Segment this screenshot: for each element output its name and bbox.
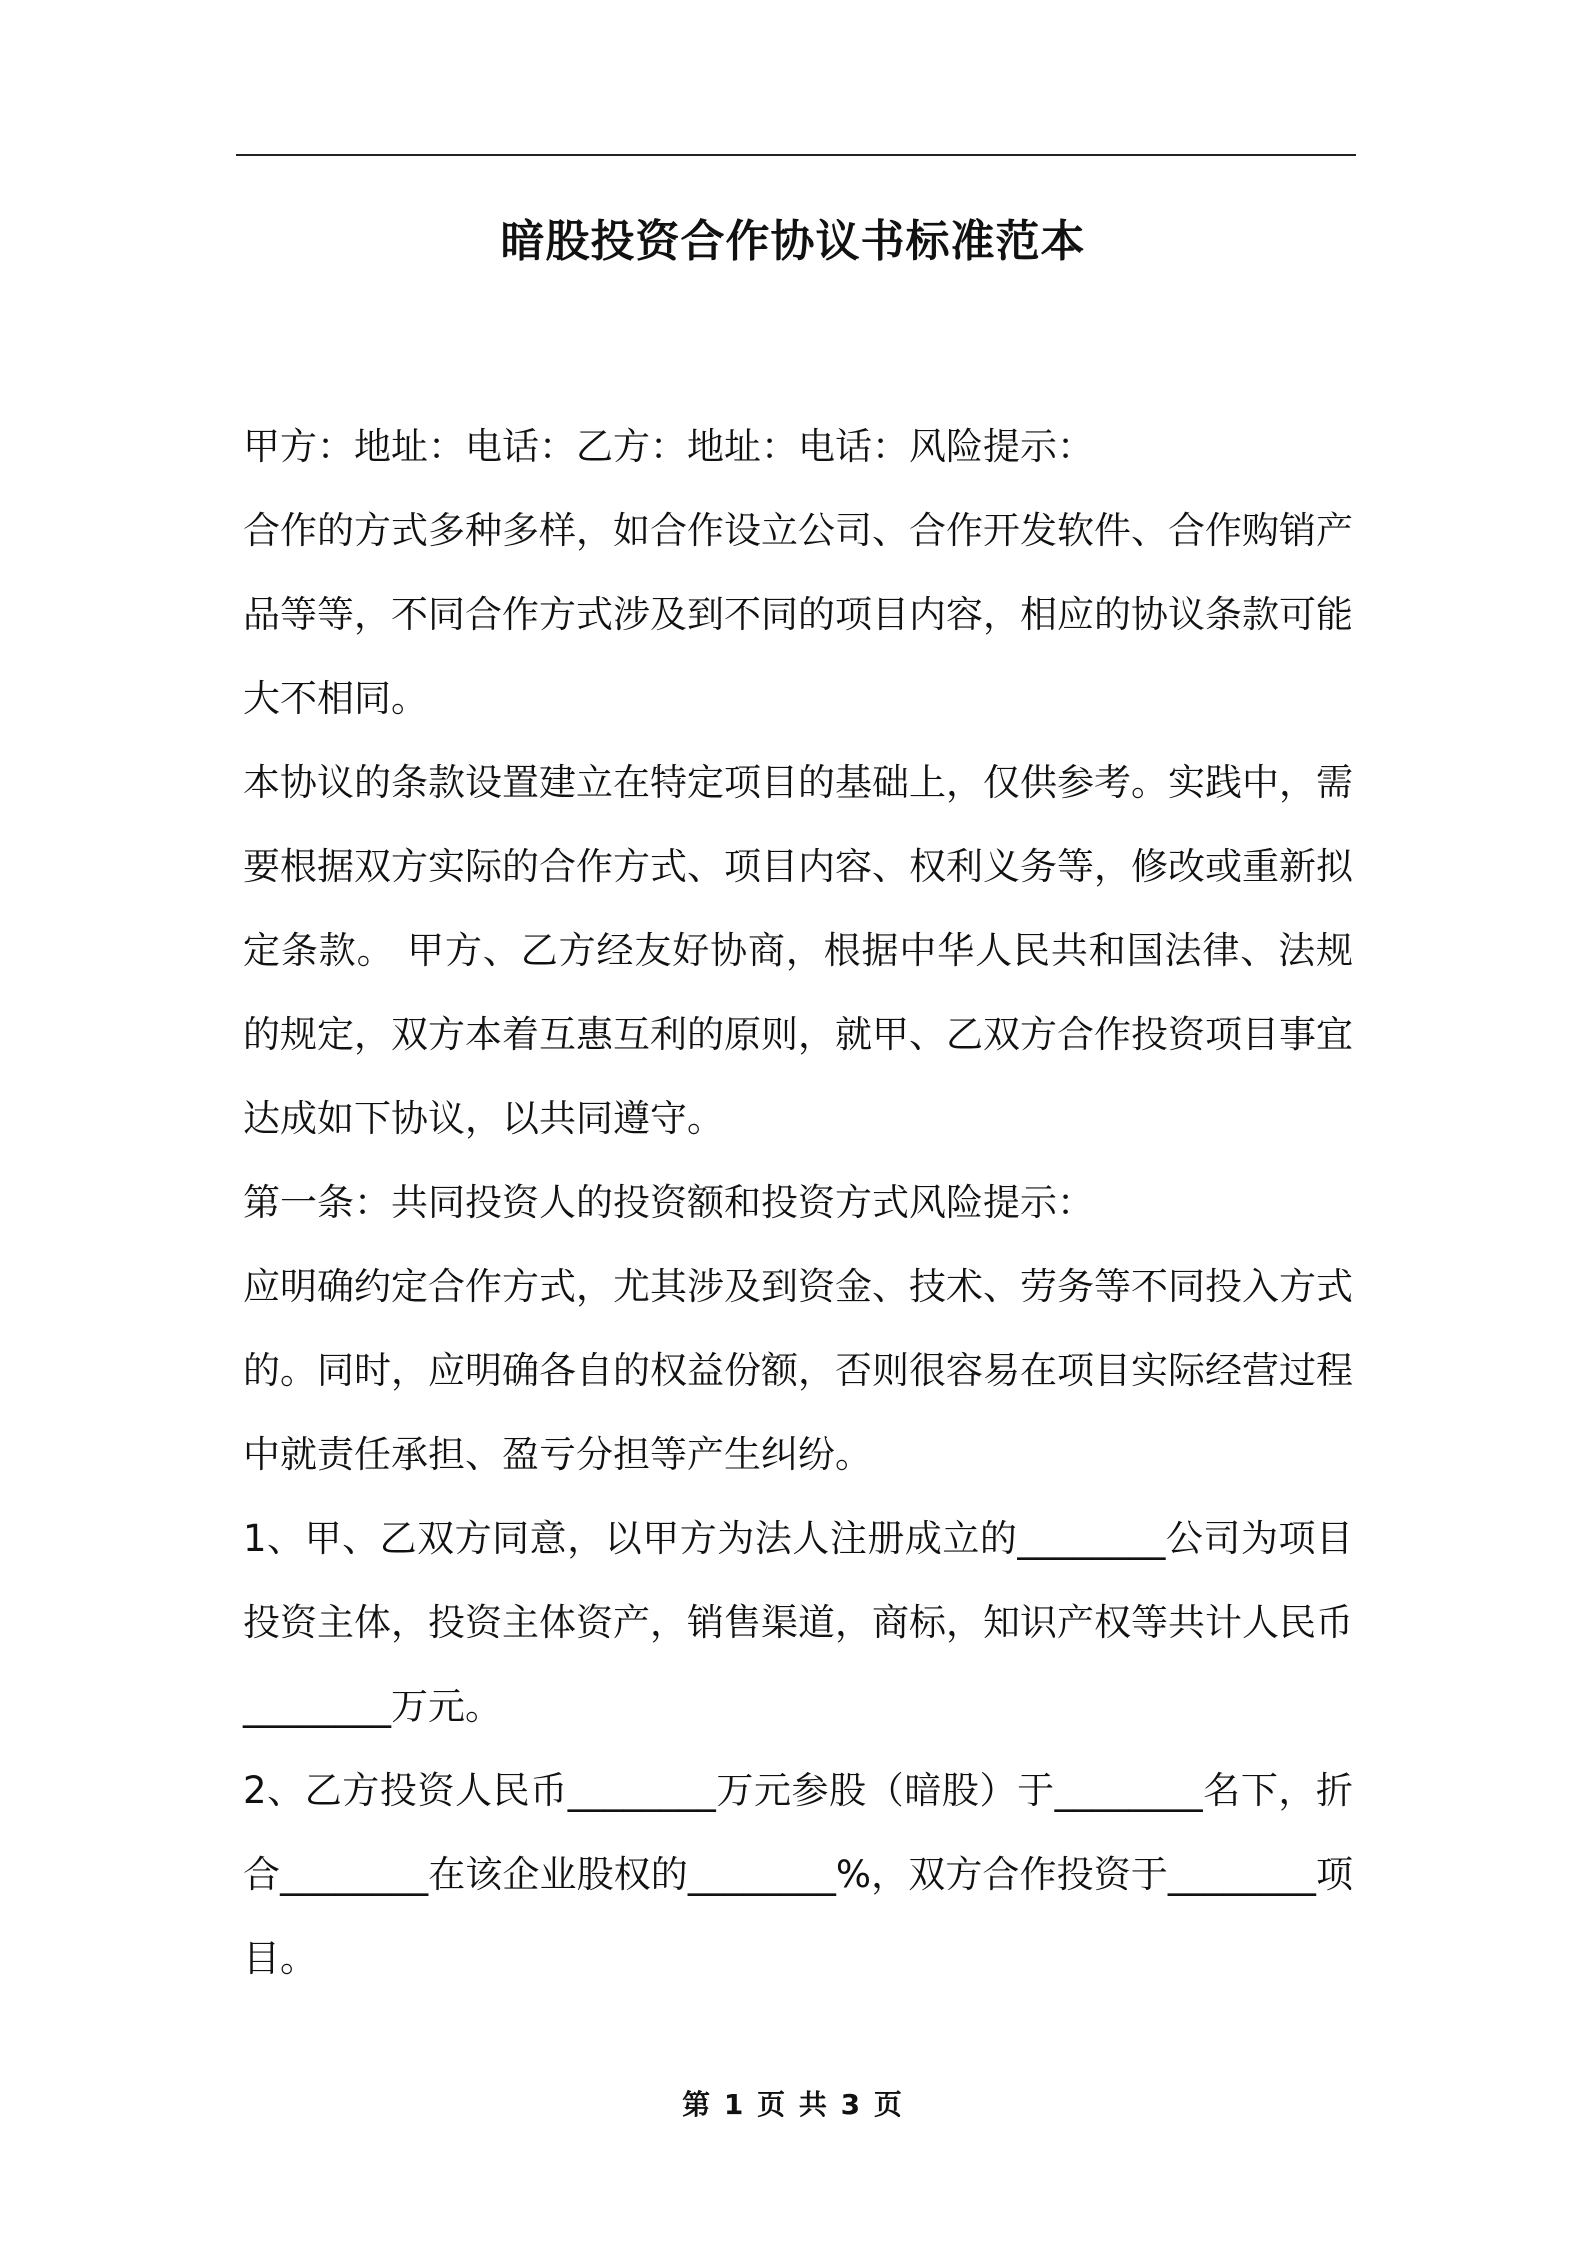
- header-divider: [236, 154, 1356, 156]
- paragraph-risk-note: 应明确约定合作方式，尤其涉及到资金、技术、劳务等不同投入方式的。同时，应明确各自的权益份额，否则很容易在项目实际经营过程中就责任承担、盈亏分担等产生纠纷。: [243, 1265, 1353, 1476]
- paragraph-clause-1: 1、甲、乙双方同意，以甲方为法人注册成立的________公司为项目投资主体，投资主体资产，销售渠道，商标，知识产权等共计人民币________万元。: [243, 1517, 1353, 1728]
- paragraph-cooperation-methods: 合作的方式多种多样，如合作设立公司、合作开发软件、合作购销产品等等，不同合作方式涉及到不同的项目内容，相应的协议条款可能大不相同。: [243, 509, 1353, 720]
- document-title: 暗股投资合作协议书标准范本: [500, 216, 1086, 267]
- paragraph-preamble: 本协议的条款设置建立在特定项目的基础上，仅供参考。实践中，需要根据双方实际的合作方式、项目内容、权利义务等，修改或重新拟定条款。 甲方、乙方经友好协商，根据中华人民共和国法律、法规的规定，双方本着互惠互利的原则，就甲、乙双方合作投资项目事宜达成如下协议，以共同遵守。: [243, 761, 1353, 1140]
- paragraph-article-one-heading: 第一条：共同投资人的投资额和投资方式风险提示：: [243, 1181, 1094, 1224]
- paragraph-clause-2: 2、乙方投资人民币________万元参股（暗股）于________名下，折合________在该企业股权的________%，双方合作投资于________项目。: [243, 1769, 1353, 1980]
- page-footer: 第 1 页 共 3 页: [682, 2088, 904, 2121]
- paragraph-parties: 甲方：地址：电话：乙方：地址：电话：风险提示：: [243, 425, 1094, 468]
- document-body: [243, 405, 1353, 2001]
